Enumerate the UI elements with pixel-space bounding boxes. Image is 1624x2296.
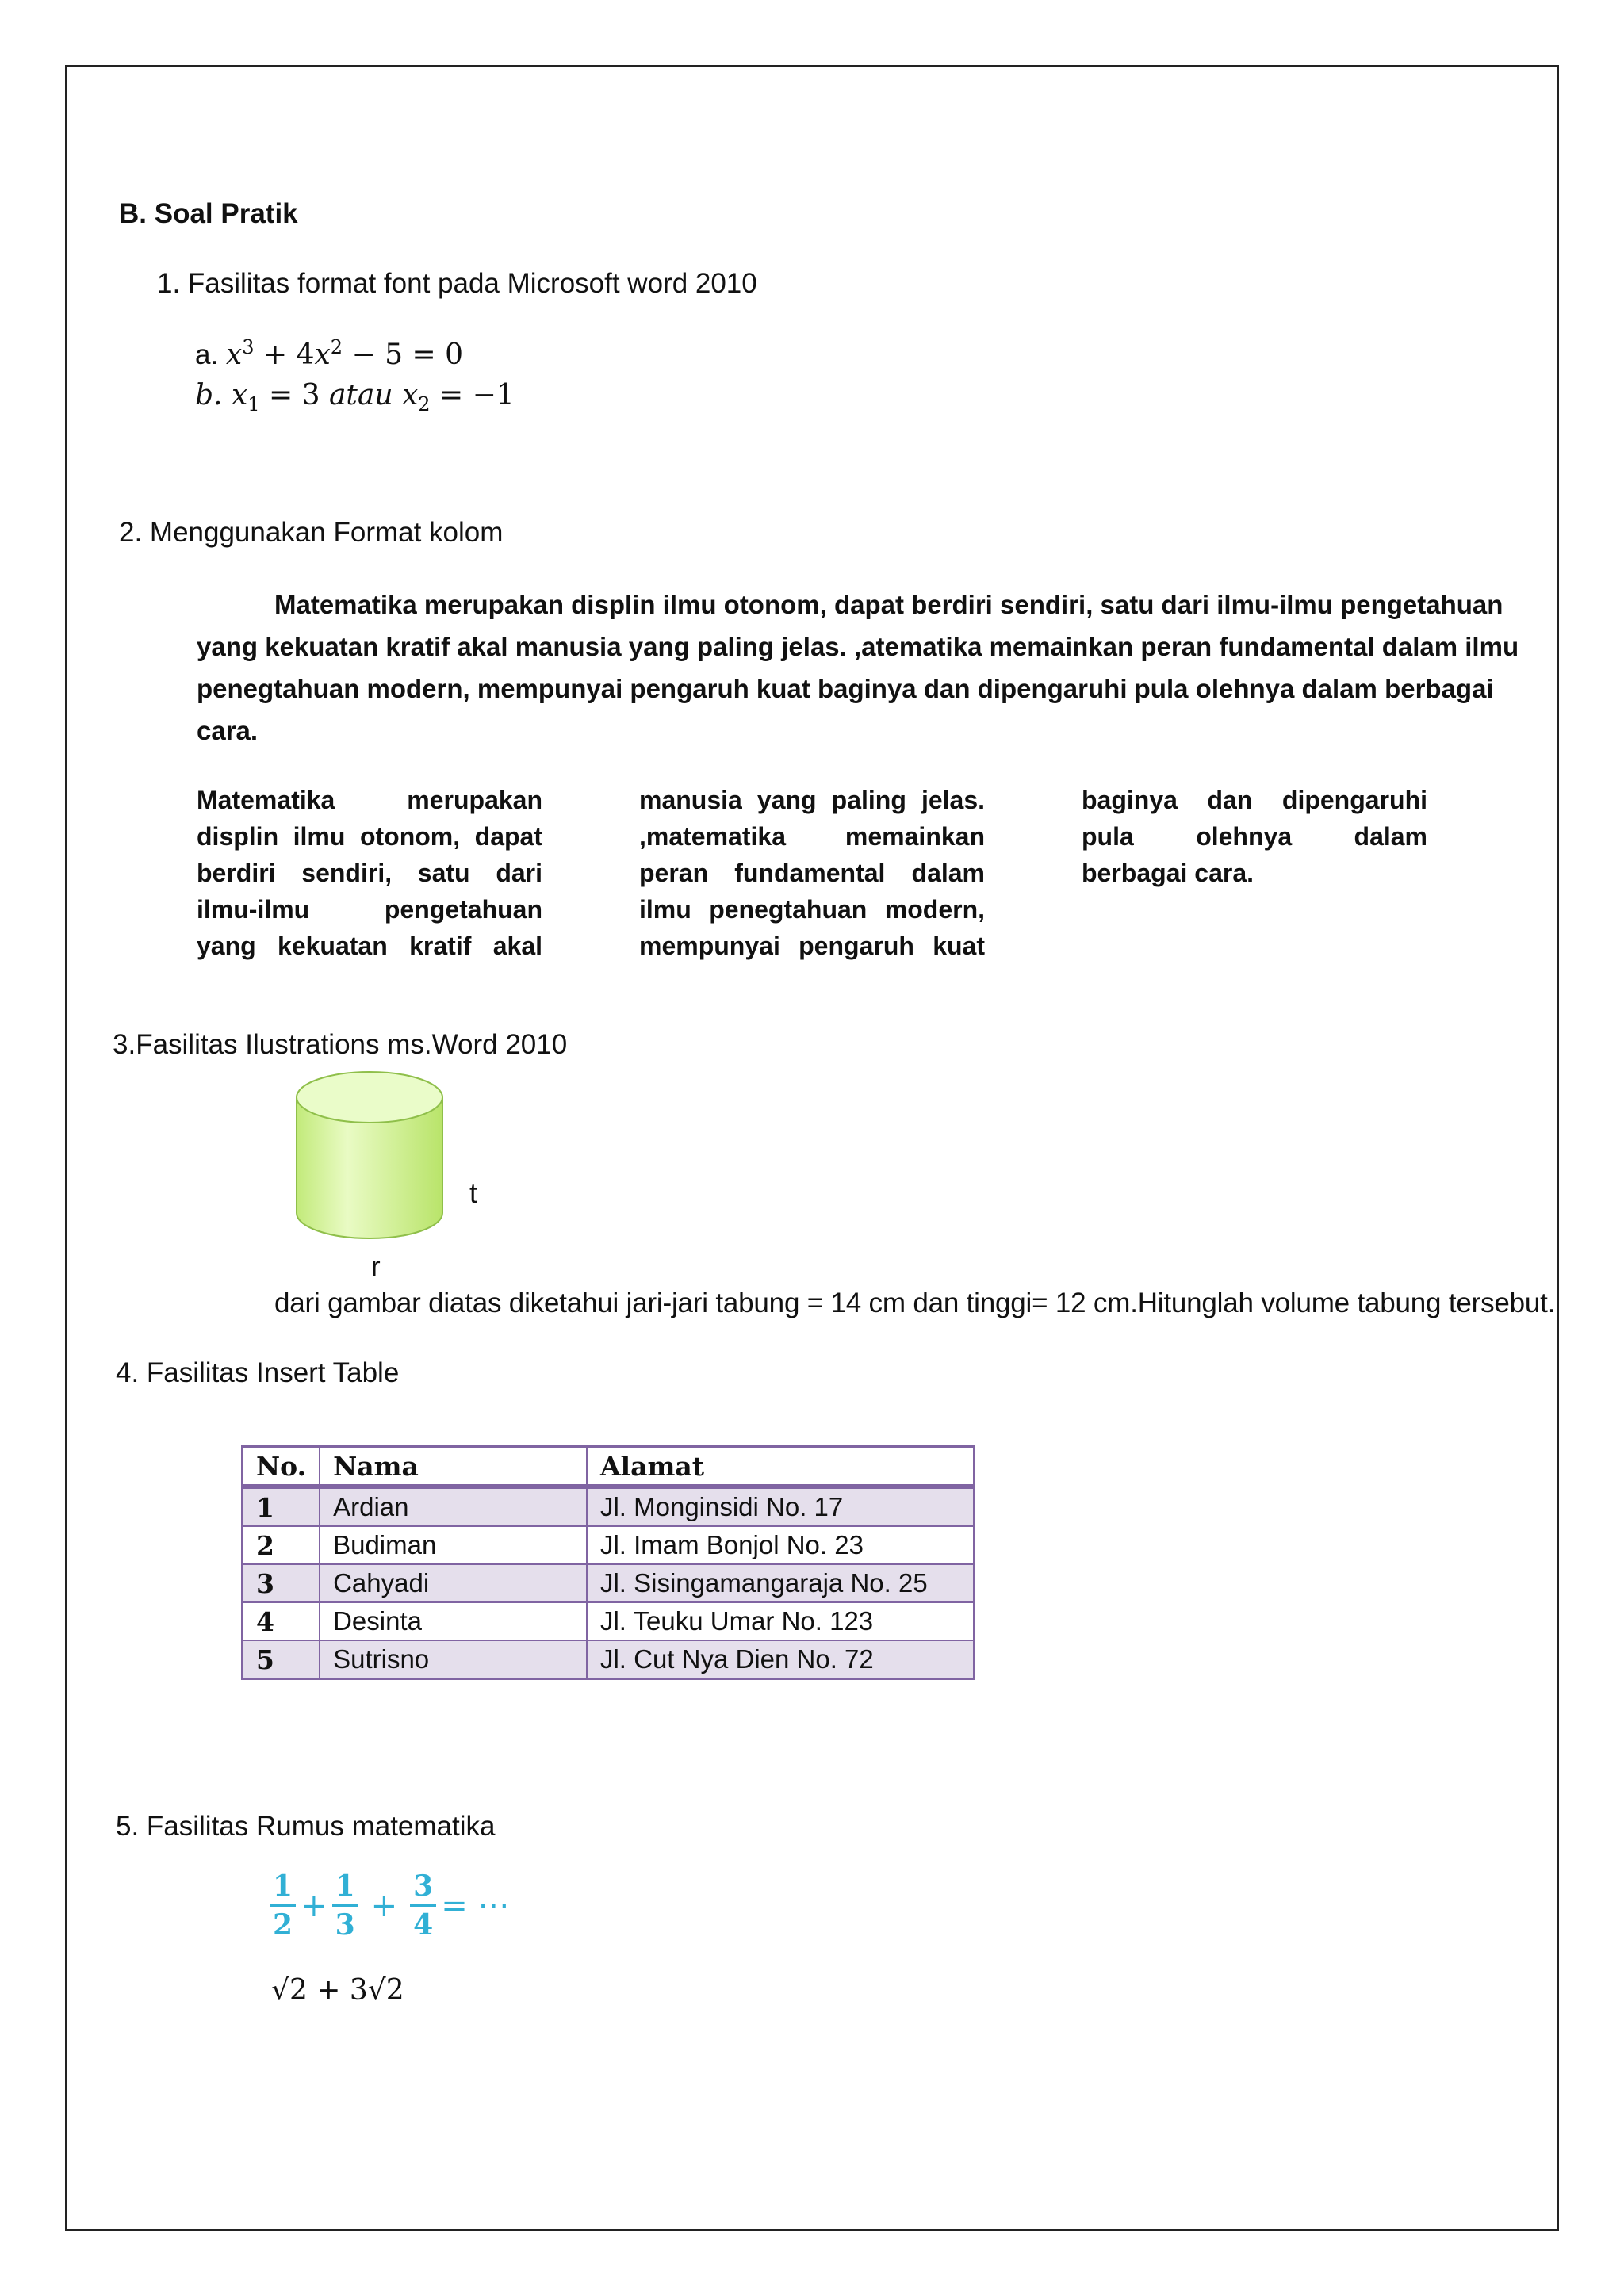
table-row [243, 1564, 975, 1602]
student-table [241, 1445, 975, 1680]
column-line: berbagai cara. [1082, 859, 1254, 887]
column-line: Matematika merupakan [197, 786, 542, 814]
cell-nama: Sutrisno [320, 1640, 587, 1679]
equation-b: b. $x_1 = 3$ atau $x_2 = -1$ [195, 379, 515, 416]
fraction-formula [270, 1868, 514, 1943]
cylinder-question: dari gambar diatas diketahui jari-jari tabung = 14 cm dan tinggi= 12 cm.Hitunglah volume tabung tersebut. [274, 1288, 1556, 1318]
section-title: B. Soal Pratik [119, 198, 298, 229]
column-line: mempunyai pengaruh kuat [639, 932, 985, 960]
label-radius-r: r [371, 1251, 381, 1282]
cell-no: 1 [243, 1487, 320, 1526]
column-line: baginya dan dipengaruhi [1082, 786, 1427, 814]
cell-alamat: Jl. Monginsidi No. 17 [587, 1487, 975, 1526]
label-height-t: t [469, 1178, 477, 1209]
plus-sign: + [370, 1887, 398, 1924]
table-row [243, 1526, 975, 1564]
q4-title: 4. Fasilitas Insert Table [116, 1357, 400, 1388]
fraction-1: $\frac{1}{2}$ [270, 1868, 296, 1943]
table-row [243, 1640, 975, 1679]
column-3 [1082, 782, 1427, 891]
plus-sign: + [301, 1887, 327, 1924]
paragraph-line: cara. [197, 716, 259, 745]
cell-nama: Ardian [320, 1487, 587, 1526]
equals-sign: = ⋯ [441, 1887, 510, 1924]
cell-no: 4 [243, 1602, 320, 1640]
header-no: No. [243, 1447, 320, 1487]
cell-nama: Cahyadi [320, 1564, 587, 1602]
cell-alamat: Jl. Sisingamangaraja No. 25 [587, 1564, 975, 1602]
column-line: ilmu-ilmu pengetahuan [197, 895, 542, 924]
column-2 [639, 782, 985, 964]
header-nama: Nama [320, 1447, 587, 1487]
bold-paragraph [197, 584, 1543, 752]
fraction-2: $\frac{1}{3}$ [332, 1868, 358, 1943]
equation-a: a. $x^3 + 4x^2 - 5 = 0$ [195, 336, 463, 371]
q3-title: 3.Fasilitas Ilustrations ms.Word 2010 [113, 1029, 568, 1060]
column-line: yang kekuatan kratif akal [197, 932, 542, 960]
column-line: peran fundamental dalam [639, 859, 985, 887]
q2-title: 2. Menggunakan Format kolom [119, 517, 504, 548]
cell-no: 3 [243, 1564, 320, 1602]
column-1 [197, 782, 542, 964]
cylinder-illustration [293, 1067, 449, 1243]
cell-alamat: Jl. Imam Bonjol No. 23 [587, 1526, 975, 1564]
column-line: ilmu penegtahuan modern, [639, 895, 985, 924]
table-row [243, 1602, 975, 1640]
column-line: manusia yang paling jelas. [639, 786, 985, 814]
paragraph-line: yang kekuatan kratif akal manusia yang paling jelas. ,atematika memainkan peran fundamental dalam ilmu [197, 632, 1519, 661]
column-line: displin ilmu otonom, dapat [197, 822, 542, 851]
cell-no: 5 [243, 1640, 320, 1679]
fraction-3: $\frac{3}{4}$ [410, 1868, 436, 1943]
column-line: pula olehnya dalam [1082, 822, 1427, 851]
column-line: berdiri sendiri, satu dari [197, 859, 542, 887]
sqrt-formula: √2 + 3√2 [271, 1974, 404, 2007]
column-line: ,matematika memainkan [639, 822, 985, 851]
table-row [243, 1487, 975, 1526]
cell-no: 2 [243, 1526, 320, 1564]
q5-title: 5. Fasilitas Rumus matematika [116, 1811, 496, 1842]
q1-title: 1. Fasilitas format font pada Microsoft word 2010 [157, 268, 757, 299]
paragraph-line: Matematika merupakan displin ilmu otonom, dapat berdiri sendiri, satu dari ilmu-ilmu pengetahuan [274, 590, 1503, 619]
cell-alamat: Jl. Teuku Umar No. 123 [587, 1602, 975, 1640]
paragraph-line: penegtahuan modern, mempunyai pengaruh kuat baginya dan dipengaruhi pula olehnya dalam berbagai [197, 674, 1494, 703]
table-header-row [243, 1447, 975, 1487]
cell-nama: Desinta [320, 1602, 587, 1640]
cell-nama: Budiman [320, 1526, 587, 1564]
cylinder-top [297, 1072, 442, 1123]
cell-alamat: Jl. Cut Nya Dien No. 72 [587, 1640, 975, 1679]
header-alamat: Alamat [587, 1447, 975, 1487]
